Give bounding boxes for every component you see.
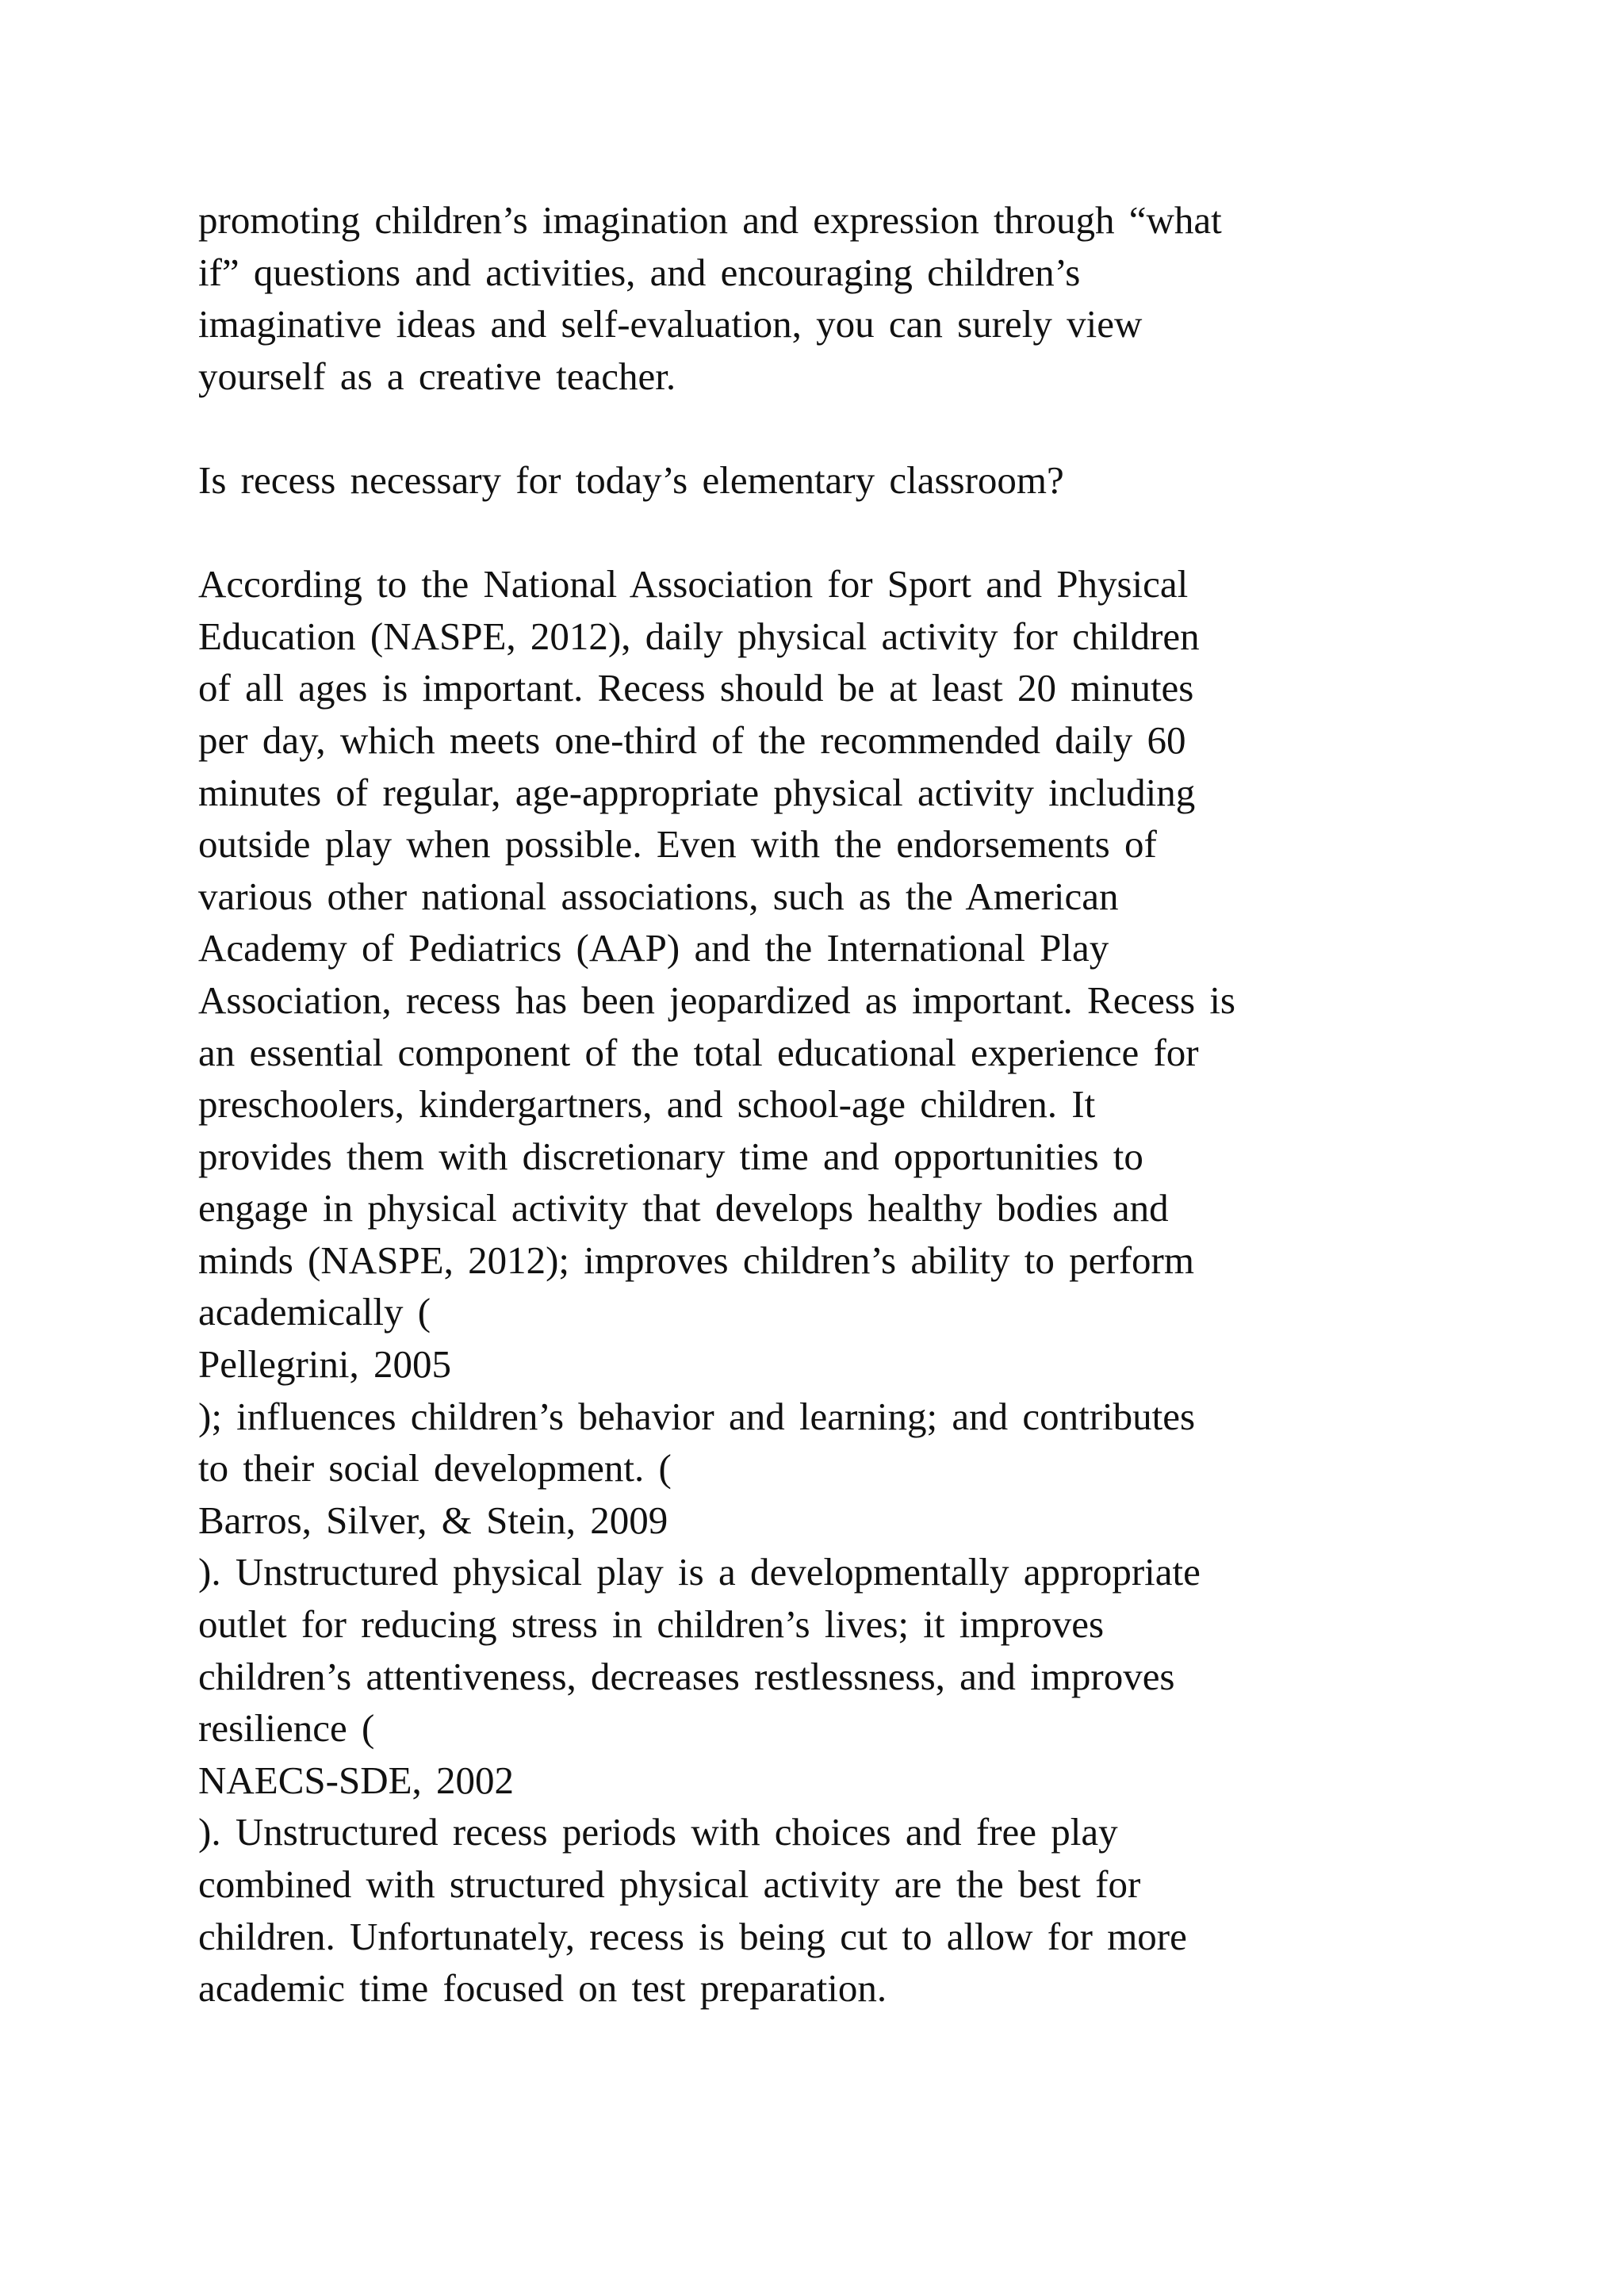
text-line: ); influences children’s behavior and learning; and contributes — [198, 1394, 1196, 1438]
citation-line: Barros, Silver, & Stein, 2009 — [198, 1498, 668, 1542]
text-line: various other national associations, such as the American — [198, 874, 1119, 918]
citation-line: NAECS-SDE, 2002 — [198, 1758, 515, 1802]
text-line: to their social development. ( — [198, 1446, 672, 1490]
question-heading — [198, 454, 1562, 507]
citation-line: Pellegrini, 2005 — [198, 1342, 452, 1387]
text-line: outlet for reducing stress in children’s lives; it improves — [198, 1602, 1105, 1647]
text-line: per day, which meets one-third of the recommended daily 60 — [198, 718, 1186, 762]
text-line: promoting children’s imagination and expression through “what — [198, 198, 1222, 242]
text-line: imaginative ideas and self-evaluation, you can surely view — [198, 302, 1143, 346]
text-line: provides them with discretionary time and opportunities to — [198, 1134, 1143, 1178]
text-line: engage in physical activity that develops healthy bodies and — [198, 1186, 1169, 1230]
text-line: Academy of Pediatrics (AAP) and the International Play — [198, 926, 1109, 970]
text-line: children. Unfortunately, recess is being cut to allow for more — [198, 1914, 1187, 1958]
text-line: of all ages is important. Recess should be at least 20 minutes — [198, 666, 1194, 710]
text-line: ). Unstructured physical play is a developmentally appropriate — [198, 1550, 1201, 1594]
text-line: outside play when possible. Even with the endorsements of — [198, 822, 1157, 867]
text-line: academic time focused on test preparation. — [198, 1966, 887, 2011]
text-line: yourself as a creative teacher. — [198, 354, 676, 398]
text-line: combined with structured physical activity are the best for — [198, 1862, 1141, 1906]
text-line: Association, recess has been jeopardized as important. Recess is — [198, 978, 1236, 1022]
text-line: preschoolers, kindergartners, and school-age children. It — [198, 1082, 1096, 1127]
text-line: minds (NASPE, 2012); improves children’s ability to perform — [198, 1238, 1194, 1282]
text-line: minutes of regular, age-appropriate physical activity including — [198, 770, 1196, 814]
text-line: resilience ( — [198, 1706, 375, 1751]
text-line: Education (NASPE, 2012), daily physical activity for children — [198, 614, 1200, 658]
question-line: Is recess necessary for today’s elementary classroom? — [198, 457, 1064, 502]
paragraph-creative-teacher — [198, 194, 1562, 402]
text-line: children’s attentiveness, decreases restlessness, and improves — [198, 1654, 1175, 1698]
paragraph-recess — [198, 558, 1562, 2015]
text-line: According to the National Association for Sport and Physical — [198, 562, 1189, 607]
text-line: academically ( — [198, 1290, 431, 1334]
text-line: an essential component of the total educational experience for — [198, 1030, 1199, 1074]
text-line: if” questions and activities, and encouraging children’s — [198, 250, 1081, 294]
paragraph-spacer — [198, 507, 1562, 559]
paragraph-spacer — [198, 402, 1562, 454]
document-body — [198, 194, 1562, 2015]
text-line: ). Unstructured recess periods with choices and free play — [198, 1810, 1118, 1854]
